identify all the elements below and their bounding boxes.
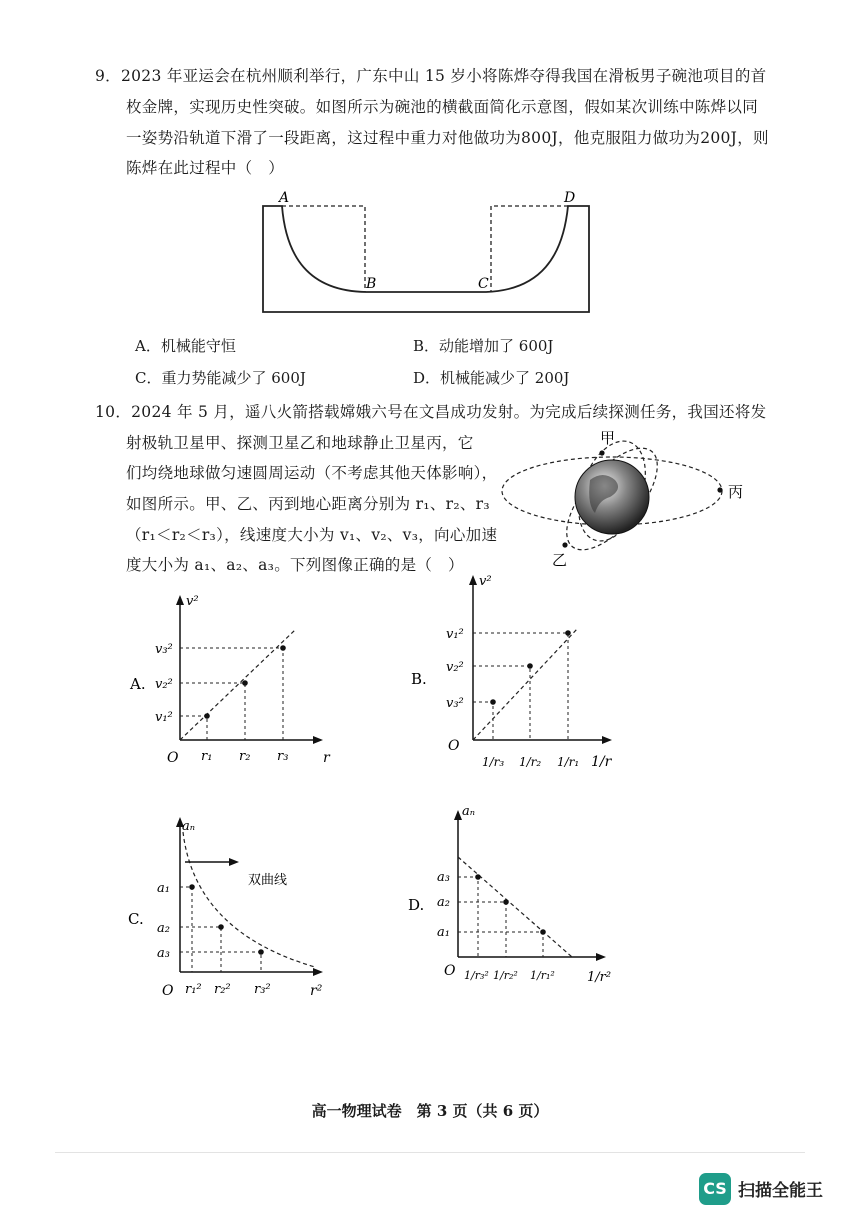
- graph-a-x-tick-3: r₃: [277, 749, 289, 764]
- graph-a-option-label: A.: [130, 675, 146, 693]
- graph-b-point-1: [490, 699, 496, 705]
- graph-b-point-3: [565, 630, 571, 636]
- graph-d-x-tick-2: 1/r₂²: [493, 969, 518, 982]
- graph-d: [400, 795, 620, 1010]
- label-jia: 甲: [600, 429, 616, 447]
- graph-a-x-axis-label: r: [323, 750, 330, 766]
- graph-a-y-tick-1: v₃²: [155, 642, 173, 657]
- graph-c-x-axis-label: r²: [310, 983, 323, 999]
- graph-d-x-axis-label: 1/r²: [587, 970, 612, 985]
- graph-a-x-tick-1: r₁: [201, 749, 213, 764]
- q9-option-b: B．动能增加了 600J: [413, 337, 554, 355]
- graph-d-point-1: [475, 874, 481, 880]
- graph-c-y-tick-3: a₃: [157, 946, 170, 961]
- dashed-guide-left: [282, 206, 365, 292]
- page-footer: 高一物理试卷 第 3 页（共 6 页）: [311, 1102, 549, 1120]
- graph-c-point-2: [218, 924, 224, 930]
- graph-d-x-tick-1: 1/r₃²: [464, 969, 489, 982]
- point-label-a: A: [279, 190, 290, 206]
- graph-a-x-tick-2: r₂: [239, 749, 251, 764]
- bowl-diagram: [258, 186, 598, 316]
- q9-line-3: 一姿势沿轨道下滑了一段距离，这过程中重力对他做功为800J，他克服阻力做功为200J，则: [126, 129, 769, 147]
- graph-c-y-tick-1: a₁: [157, 881, 170, 896]
- q9-line-4: 陈烨在此过程中（ ）: [126, 159, 285, 177]
- graph-a-origin: O: [167, 750, 179, 766]
- graph-d-y-tick-1: a₃: [437, 870, 450, 885]
- graph-c-point-1: [189, 884, 195, 890]
- graph-d-point-2: [503, 899, 509, 905]
- graph-a: [125, 590, 340, 775]
- graph-b: [408, 570, 628, 785]
- label-bing: 丙: [728, 483, 744, 501]
- graph-c-option-label: C.: [128, 910, 144, 928]
- graph-b-option-label: B.: [411, 670, 427, 688]
- graph-b-point-2: [527, 663, 533, 669]
- graph-c-y-tick-2: a₂: [157, 921, 170, 936]
- satellite-jia: [599, 450, 604, 455]
- graph-b-origin: O: [448, 738, 460, 754]
- graph-d-point-3: [540, 929, 546, 935]
- graph-b-x-axis-label: 1/r: [591, 754, 612, 770]
- camscanner-logo-icon: CS: [699, 1173, 731, 1205]
- graph-b-y-axis-label: v²: [479, 574, 492, 589]
- camscanner-watermark-text: 扫描全能王: [738, 1181, 823, 1201]
- q9-option-a: A．机械能守恒: [135, 337, 236, 355]
- graph-b-y-tick-3: v₃²: [446, 696, 464, 711]
- point-label-d: D: [564, 190, 576, 206]
- graph-b-y-tick-1: v₁²: [446, 627, 464, 642]
- q10-line-5: （r₁＜r₂＜r₃），线速度大小为 v₁、v₂、v₃，向心加速: [126, 526, 498, 544]
- graph-a-point-2: [242, 680, 248, 686]
- graph-d-origin: O: [444, 963, 456, 979]
- graph-c-annotation: 双曲线: [248, 873, 288, 888]
- graph-d-x-tick-3: 1/r₁²: [530, 969, 555, 982]
- satellite-yi: [562, 542, 567, 547]
- graph-d-y-tick-3: a₁: [437, 925, 450, 940]
- graph-c-x-tick-1: r₁²: [185, 982, 202, 997]
- point-label-b: B: [366, 276, 377, 292]
- graph-a-y-tick-2: v₂²: [155, 677, 173, 692]
- q10-line-4: 如图所示。甲、乙、丙到地心距离分别为 r₁、r₂、r₃: [126, 495, 490, 513]
- graph-d-y-axis-label: aₙ: [462, 804, 476, 819]
- graph-a-y-tick-3: v₁²: [155, 710, 173, 725]
- bowl-outline: [263, 206, 589, 312]
- graph-c: [125, 812, 350, 1002]
- satellite-bing: [717, 487, 722, 492]
- graph-c-x-tick-2: r₂²: [214, 982, 231, 997]
- graph-a-y-axis-label: v²: [186, 594, 199, 609]
- orbit-diagram: [495, 425, 755, 575]
- earth-globe: [575, 460, 649, 534]
- divider: [55, 1152, 805, 1153]
- q9-line-2: 枚金牌，实现历史性突破。如图所示为碗池的横截面简化示意图，假如某次训练中陈烨以同: [126, 98, 759, 116]
- graph-c-y-axis-label: aₙ: [182, 819, 196, 834]
- graph-c-x-tick-3: r₃²: [254, 982, 271, 997]
- graph-b-x-tick-1: 1/r₃: [482, 755, 505, 769]
- graph-c-origin: O: [162, 983, 174, 999]
- q9-option-c: C．重力势能减少了 600J: [135, 369, 306, 387]
- q10-line-2: 射极轨卫星甲、探测卫星乙和地球静止卫星丙，它: [126, 434, 474, 452]
- label-yi: 乙: [552, 551, 568, 569]
- q10-line-3: 们均绕地球做匀速圆周运动（不考虑其他天体影响），: [126, 464, 498, 482]
- graph-d-y-tick-2: a₂: [437, 895, 450, 910]
- graph-a-point-1: [204, 713, 210, 719]
- q9-option-d: D．机械能减少了 200J: [413, 369, 570, 387]
- graph-c-point-3: [258, 949, 264, 955]
- q9-line-1: 9．2023 年亚运会在杭州顺利举行，广东中山 15 岁小将陈烨夺得我国在滑板男子碗池项目的首: [95, 67, 767, 85]
- q10-line-6: 度大小为 a₁、a₂、a₃。下列图像正确的是（ ）: [126, 556, 464, 574]
- graph-d-option-label: D.: [408, 896, 425, 914]
- graph-b-y-tick-2: v₂²: [446, 660, 464, 675]
- point-label-c: C: [478, 276, 489, 292]
- graph-c-hyperbola: [183, 832, 315, 967]
- q10-line-1: 10．2024 年 5 月，遥八火箭搭载嫦娥六号在文昌成功发射。为完成后续探测任务，我国还将发: [95, 403, 767, 421]
- graph-b-x-tick-3: 1/r₁: [557, 755, 580, 769]
- graph-a-point-3: [280, 645, 286, 651]
- graph-b-x-tick-2: 1/r₂: [519, 755, 542, 769]
